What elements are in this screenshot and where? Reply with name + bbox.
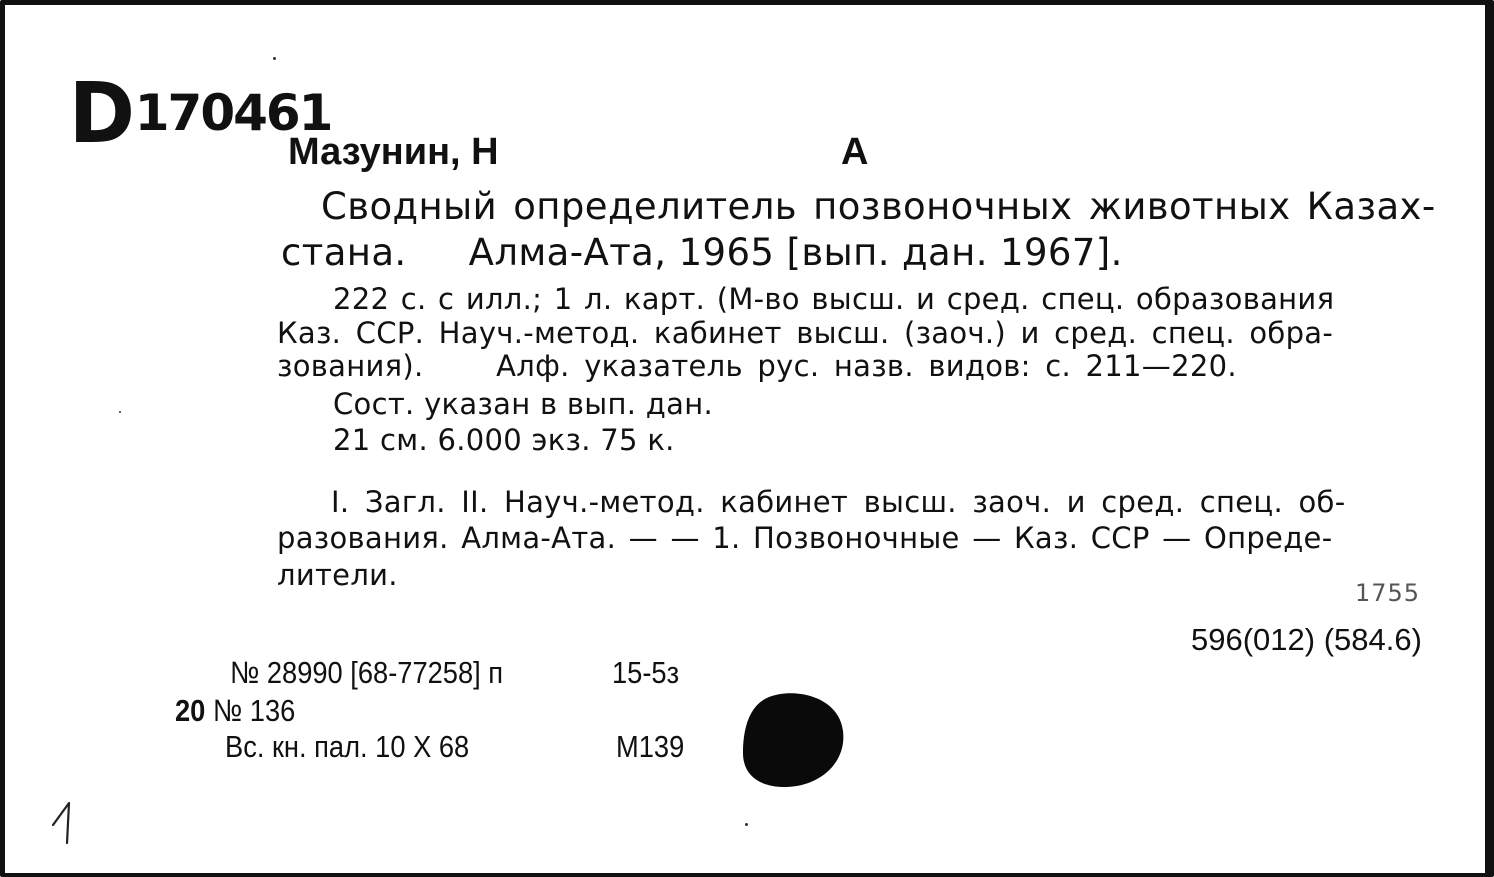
description-line-4: Сост. указан в вып. дан. — [333, 387, 713, 421]
speck-mark — [119, 411, 121, 413]
speck-mark — [273, 57, 276, 60]
imprint: Алма-Ата, 1965 [вып. дан. 1967]. — [468, 231, 1123, 274]
author-initial: А — [841, 131, 869, 173]
description-line-1: 222 с. с илл.; 1 л. карт. (М-во высш. и сред. спец. образования — [333, 282, 1335, 316]
record-number: № 28990 [68-77258] п — [230, 655, 504, 690]
author-name: Мазунин, Н — [288, 131, 499, 173]
description-line-3: зования). Алф. указатель рус. назв. видов: с. 211—220. — [277, 349, 1237, 383]
description-line-2: Каз. ССР. Науч.-метод. кабинет высш. (заоч.) и сред. спец. обра- — [277, 316, 1334, 350]
format-code: М139 — [616, 729, 685, 764]
udc-classification: 596(012) (584.6) — [1191, 622, 1422, 657]
tracings-line-1: I. Загл. II. Науч.-метод. кабинет высш. заоч. и сред. спец. об- — [331, 485, 1346, 519]
tracings-line-3: лители. — [277, 558, 398, 592]
pencil-note: 1755 — [1355, 579, 1421, 607]
title-line-1: Сводный определитель позвоночных животных Казах- — [321, 185, 1436, 228]
speck-mark — [745, 823, 748, 826]
punch-hole-icon — [741, 691, 845, 789]
call-number-prefix: D — [68, 64, 134, 162]
call-number-digits: 170461 — [134, 84, 332, 142]
series-prefix: 20 — [175, 693, 206, 728]
handwritten-mark-icon — [49, 795, 85, 847]
tracings-line-2: разования. Алма-Ата. — — 1. Позвоночные — Каз. ССР — Опреде- — [277, 521, 1333, 555]
series-line — [175, 695, 295, 726]
format-line: Вс. кн. пал. 10 X 68 — [225, 729, 470, 764]
title-line-2-start: стана. — [281, 231, 407, 274]
description-line-5: 21 см. 6.000 экз. 75 к. — [333, 423, 675, 457]
record-code: 15-5з — [612, 655, 680, 690]
series-number: № 136 — [212, 693, 296, 728]
title-line-2 — [281, 231, 1123, 274]
